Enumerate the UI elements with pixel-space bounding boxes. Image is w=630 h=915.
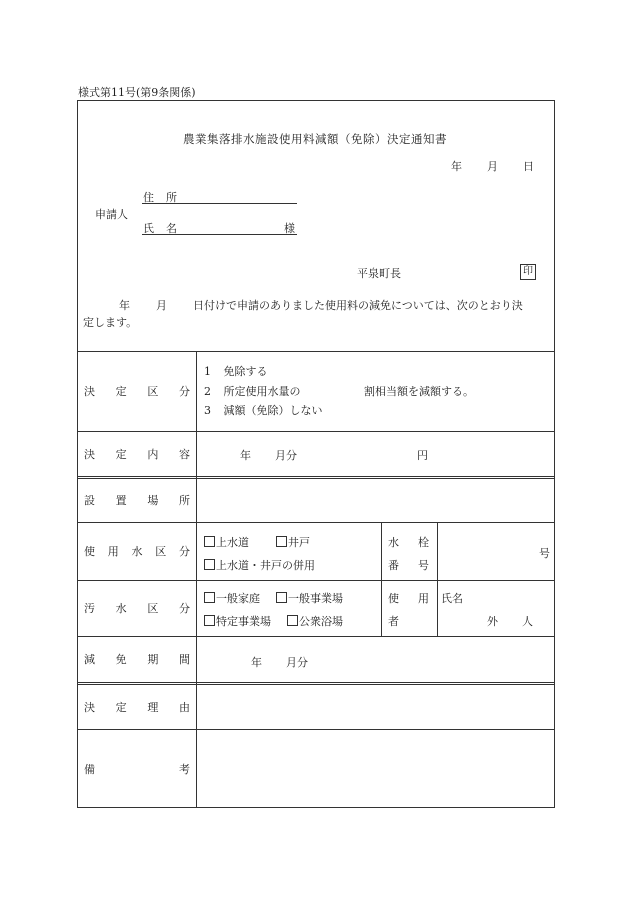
checkbox-icon[interactable] [276,592,287,603]
decision-content-label: 決 定 内 容 [84,447,190,461]
decision-option-3: 3 減額（免除）しない [204,404,323,417]
sewage-type-label: 汚 水 区 分 [84,602,190,615]
decision-type-label: 決 定 区 分 [84,385,190,398]
period-year: 年 [251,656,262,669]
user-name-label: 氏名 [441,592,463,605]
hydrant-label-2b: 号 [418,559,429,572]
address-label-1: 住 [143,191,154,204]
hydrant-number-suffix: 号 [539,547,550,560]
others-label-a: 外 [487,615,498,628]
user-label-1a: 使 [388,592,399,605]
header-date-day: 日 [523,160,534,173]
checkbox-icon[interactable] [287,615,298,626]
hydrant-label-1a: 水 [388,536,399,549]
label-column-divider [196,351,197,808]
row-divider [78,476,555,477]
period-label: 減 免 期 間 [84,653,190,666]
form-number: 様式第11号(第9条関係) [78,86,196,99]
checkbox-icon[interactable] [204,615,215,626]
body-year: 年 [119,299,130,312]
column-divider [437,522,438,636]
header-date-year: 年 [451,160,462,173]
decision-option-2: 2 所定使用水量の [204,385,301,398]
reason-label: 決 定 理 由 [84,700,190,714]
sewage-option-business[interactable]: 一般事業場 [276,590,343,606]
applicant-label: 申請人 [95,208,128,221]
decision-option-1: 1 免除する [204,365,268,378]
hydrant-label-1b: 栓 [418,536,429,549]
sewage-option-specific[interactable]: 特定事業場 [204,613,271,629]
user-label-1b: 用 [418,592,429,605]
sewage-option-bathhouse[interactable]: 公衆浴場 [287,613,343,629]
checkbox-icon[interactable] [204,592,215,603]
name-label-1: 氏 [143,222,154,235]
issuer-label: 平泉町長 [357,267,401,280]
name-underline [142,234,297,235]
address-underline [142,203,297,204]
decision-content-month: 月分 [275,449,297,462]
seal-mark: 印 [520,264,536,280]
water-option-well[interactable]: 井戸 [276,534,310,550]
hydrant-label-2a: 番 [388,559,399,572]
honorific: 様 [284,222,295,235]
user-label-2: 者 [388,615,399,628]
document-title: 農業集落排水施設使用料減額（免除）決定通知書 [183,132,447,146]
water-option-tap[interactable]: 上水道 [204,534,249,550]
checkbox-icon[interactable] [204,536,215,547]
body-text-line1: 日付けで申請のありました使用料の減免については、次のとおり決 [193,299,523,312]
row-divider [78,682,555,683]
body-month: 月 [156,299,167,312]
decision-content-yen: 円 [417,449,428,462]
others-label-b: 人 [522,615,533,628]
sewage-option-household[interactable]: 一般家庭 [204,590,260,606]
column-divider [381,522,382,636]
decision-option-2-suffix: 割相当額を減額する。 [364,385,474,398]
checkbox-icon[interactable] [276,536,287,547]
location-label: 設 置 場 所 [84,494,190,507]
address-label-2: 所 [166,191,177,204]
period-month: 月分 [286,656,308,669]
header-date-month: 月 [487,160,498,173]
checkbox-icon[interactable] [204,559,215,570]
remarks-label: 備 考 [84,762,190,776]
water-type-label: 使 用 水 区 分 [84,545,190,558]
decision-content-year: 年 [240,449,251,462]
name-label-2: 名 [166,222,177,235]
water-option-both[interactable]: 上水道・井戸の併用 [204,557,315,573]
body-text-line2: 定します。 [83,316,138,329]
